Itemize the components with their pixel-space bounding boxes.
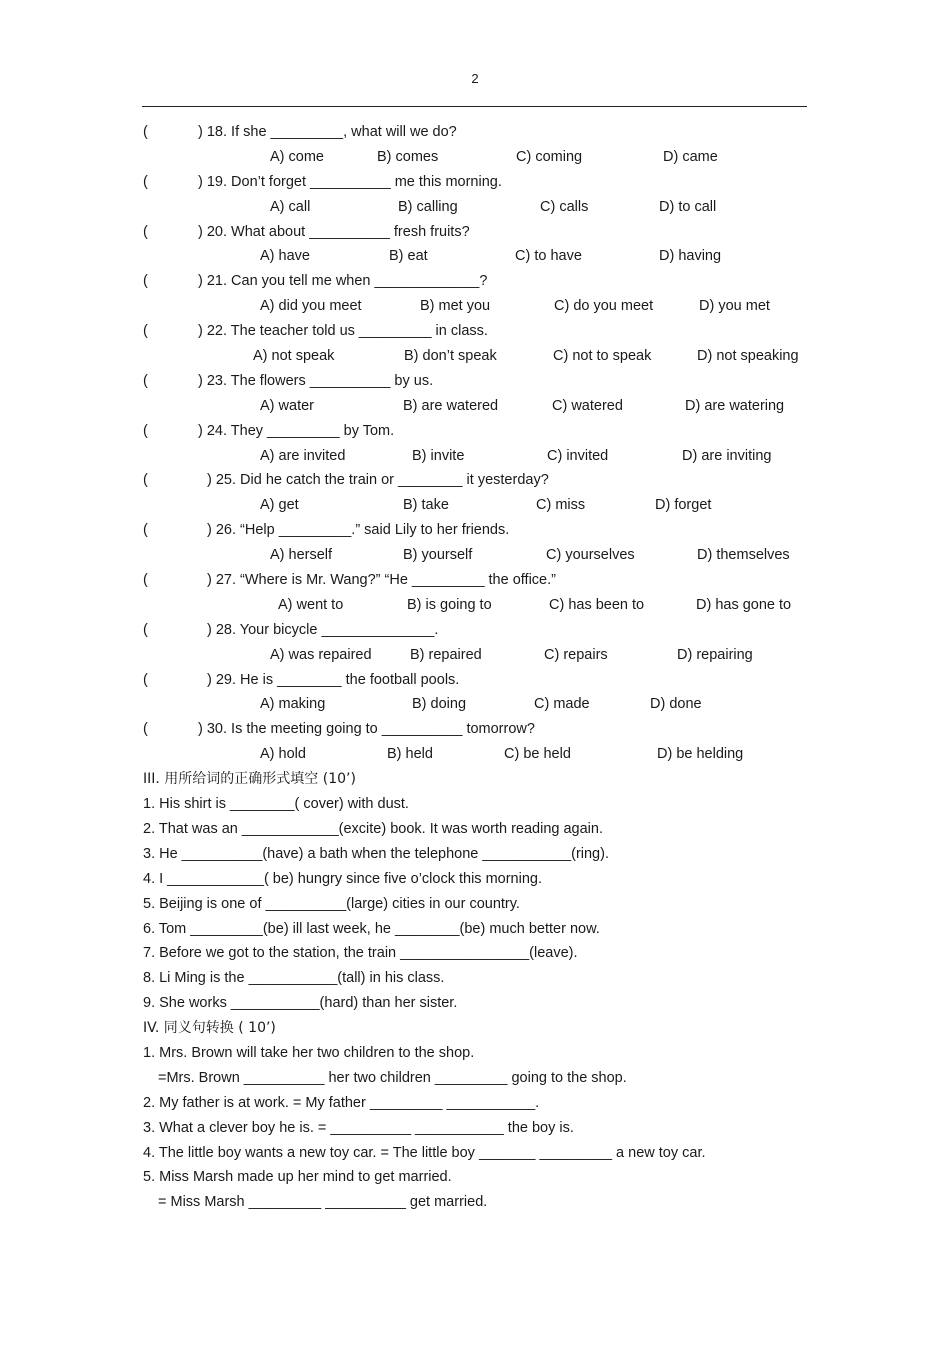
rewrite-item-text: 4. The little boy wants a new toy car. = The little boy _______ _________ a new toy car.: [143, 1144, 706, 1161]
question-18: [143, 120, 823, 145]
options-21: [143, 294, 823, 319]
option-a: A) not speak: [253, 348, 335, 365]
option-d: D) repairing: [677, 646, 753, 663]
option-d: D) having: [659, 248, 722, 265]
rewrite-item-2: [143, 1091, 823, 1116]
option-d: D) not speaking: [697, 348, 799, 365]
option-b: B) met you: [420, 298, 491, 315]
option-b: B) take: [403, 497, 449, 514]
answer-bracket: (: [143, 472, 148, 489]
options-28: [143, 643, 823, 668]
fill-item-7: [143, 941, 823, 966]
rewrite-item-3: [143, 1116, 823, 1141]
option-d: D) are watering: [685, 397, 785, 414]
question-21: [143, 269, 823, 294]
option-b: B) calling: [398, 198, 458, 215]
option-a: A) did you meet: [260, 298, 362, 315]
options-18: [143, 145, 823, 170]
options-27: [143, 593, 823, 618]
fill-item-text: 4. I ____________( be) hungry since five o’clock this morning.: [143, 870, 542, 887]
answer-bracket: (: [143, 124, 148, 140]
rewrite-item-text: = Miss Marsh _________ __________ get married.: [158, 1194, 488, 1211]
options-29: [143, 692, 823, 717]
option-c: C) calls: [540, 198, 589, 215]
fill-item-text: 6. Tom _________(be) ill last week, he ________(be) much better now.: [143, 920, 600, 937]
answer-bracket: (: [143, 273, 148, 290]
option-d: D) came: [663, 148, 718, 165]
rewrite-item-text: 3. What a clever boy he is. = __________ ___________ the boy is.: [143, 1119, 574, 1136]
option-c: C) repairs: [544, 646, 608, 663]
answer-bracket: (: [143, 372, 148, 389]
question-stem: ) 18. If she _________, what will we do?: [198, 124, 457, 140]
answer-bracket: (: [143, 721, 148, 738]
question-19: [143, 170, 823, 195]
option-d: D) be helding: [657, 746, 744, 763]
option-a: A) was repaired: [270, 646, 372, 663]
option-a: A) get: [260, 497, 299, 514]
page-number: 2: [471, 71, 479, 86]
rewrite-item-text: 5. Miss Marsh made up her mind to get married.: [143, 1169, 452, 1186]
option-b: B) invite: [412, 447, 465, 464]
question-stem: ) 19. Don’t forget __________ me this morning.: [198, 173, 502, 190]
fill-item-1: [143, 792, 823, 817]
option-b: B) comes: [377, 148, 439, 165]
options-25: [143, 493, 823, 518]
option-c: C) not to speak: [553, 348, 652, 365]
question-stem: ) 24. They _________ by Tom.: [198, 422, 395, 439]
options-20: [143, 244, 823, 269]
question-stem: ) 28. Your bicycle ______________.: [207, 621, 439, 638]
option-c: C) miss: [536, 497, 586, 514]
question-25: [143, 468, 823, 493]
question-stem: ) 27. “Where is Mr. Wang?” “He _________ the office.”: [207, 572, 556, 589]
answer-bracket: (: [143, 323, 148, 340]
fill-item-6: [143, 917, 823, 942]
fill-item-text: 5. Beijing is one of __________(large) cities in our country.: [143, 895, 520, 912]
option-a: A) have: [260, 248, 310, 265]
question-23: [143, 369, 823, 394]
answer-bracket: (: [143, 621, 148, 638]
question-27: [143, 568, 823, 593]
fill-item-5: [143, 892, 823, 917]
option-a: A) come: [270, 148, 324, 165]
option-a: A) herself: [270, 547, 333, 564]
answer-bracket: (: [143, 422, 148, 439]
option-d: D) themselves: [697, 547, 790, 564]
question-28: [143, 618, 823, 643]
option-c: C) be held: [504, 746, 571, 763]
question-stem: ) 30. Is the meeting going to __________ tomorrow?: [198, 721, 535, 738]
option-b: B) eat: [389, 248, 428, 265]
section-heading: III. 用所给词的正确形式填空 (10’): [143, 771, 356, 788]
option-c: C) coming: [516, 148, 583, 165]
option-b: B) are watered: [403, 397, 499, 414]
header-rule: [142, 106, 807, 107]
question-20: [143, 220, 823, 245]
options-30: [143, 742, 823, 767]
question-stem: ) 25. Did he catch the train or ________ it yesterday?: [207, 472, 549, 489]
question-stem: ) 22. The teacher told us _________ in class.: [198, 323, 488, 340]
question-stem: ) 26. “Help _________.” said Lily to her friends.: [207, 522, 510, 539]
answer-bracket: (: [143, 173, 148, 190]
option-d: D) are inviting: [682, 447, 772, 464]
option-b: B) don’t speak: [404, 348, 497, 365]
rewrite-item-text: =Mrs. Brown __________ her two children _________ going to the shop.: [158, 1069, 627, 1086]
option-b: B) yourself: [403, 547, 473, 564]
fill-item-4: [143, 867, 823, 892]
question-26: [143, 518, 823, 543]
answer-bracket: (: [143, 522, 148, 539]
option-c: C) invited: [547, 447, 609, 464]
fill-item-3: [143, 842, 823, 867]
rewrite-item-5: [143, 1165, 823, 1190]
options-24: [143, 444, 823, 469]
answer-bracket: (: [143, 572, 148, 589]
question-stem: ) 20. What about __________ fresh fruits?: [198, 223, 470, 240]
fill-item-text: 8. Li Ming is the ___________(tall) in his class.: [143, 970, 445, 987]
rewrite-item-4: [143, 1141, 823, 1166]
question-24: [143, 419, 823, 444]
options-22: [143, 344, 823, 369]
rewrite-item-1-answer: [143, 1066, 823, 1091]
option-b: B) held: [387, 746, 433, 763]
fill-item-text: 7. Before we got to the station, the train ________________(leave).: [143, 945, 578, 962]
fill-item-text: 3. He __________(have) a bath when the telephone ___________(ring).: [143, 845, 609, 862]
options-23: [143, 394, 823, 419]
question-stem: ) 23. The flowers __________ by us.: [198, 372, 434, 389]
option-a: A) water: [260, 397, 314, 414]
question-stem: ) 21. Can you tell me when _____________?: [198, 273, 488, 290]
option-d: D) to call: [659, 198, 717, 215]
option-c: C) has been to: [549, 596, 645, 613]
option-d: D) done: [650, 696, 702, 713]
option-c: C) made: [534, 696, 590, 713]
option-d: D) forget: [655, 497, 712, 514]
option-b: B) is going to: [407, 596, 492, 613]
fill-item-text: 1. His shirt is ________( cover) with dust.: [143, 796, 409, 813]
option-a: A) went to: [278, 596, 344, 613]
rewrite-item-text: 1. Mrs. Brown will take her two children to the shop.: [143, 1044, 475, 1061]
option-b: B) repaired: [410, 646, 482, 663]
answer-bracket: (: [143, 223, 148, 240]
worksheet-body: [143, 120, 823, 1215]
options-19: [143, 195, 823, 220]
rewrite-item-1: [143, 1041, 823, 1066]
answer-bracket: (: [143, 671, 148, 688]
fill-item-9: [143, 991, 823, 1016]
question-30: [143, 717, 823, 742]
fill-item-text: 9. She works ___________(hard) than her sister.: [143, 995, 458, 1012]
question-stem: ) 29. He is ________ the football pools.: [207, 671, 460, 688]
question-29: [143, 668, 823, 693]
options-26: [143, 543, 823, 568]
option-a: A) making: [260, 696, 326, 713]
fill-item-2: [143, 817, 823, 842]
option-b: B) doing: [412, 696, 467, 713]
fill-item-text: 2. That was an ____________(excite) book. It was worth reading again.: [143, 820, 603, 837]
question-22: [143, 319, 823, 344]
section-heading: IV. 同义句转换 ( 10’): [143, 1020, 276, 1037]
option-d: D) has gone to: [696, 596, 792, 613]
option-d: D) you met: [699, 298, 770, 315]
rewrite-item-5-answer: [143, 1190, 823, 1215]
section-iv-heading: [143, 1016, 823, 1041]
option-a: A) are invited: [260, 447, 346, 464]
fill-item-8: [143, 966, 823, 991]
option-c: C) do you meet: [554, 298, 654, 315]
option-a: A) hold: [260, 746, 306, 763]
section-iii-heading: [143, 767, 823, 792]
option-a: A) call: [270, 198, 311, 215]
option-c: C) to have: [515, 248, 582, 265]
option-c: C) watered: [552, 397, 623, 414]
option-c: C) yourselves: [546, 547, 635, 564]
rewrite-item-text: 2. My father is at work. = My father _________ ___________.: [143, 1094, 540, 1111]
